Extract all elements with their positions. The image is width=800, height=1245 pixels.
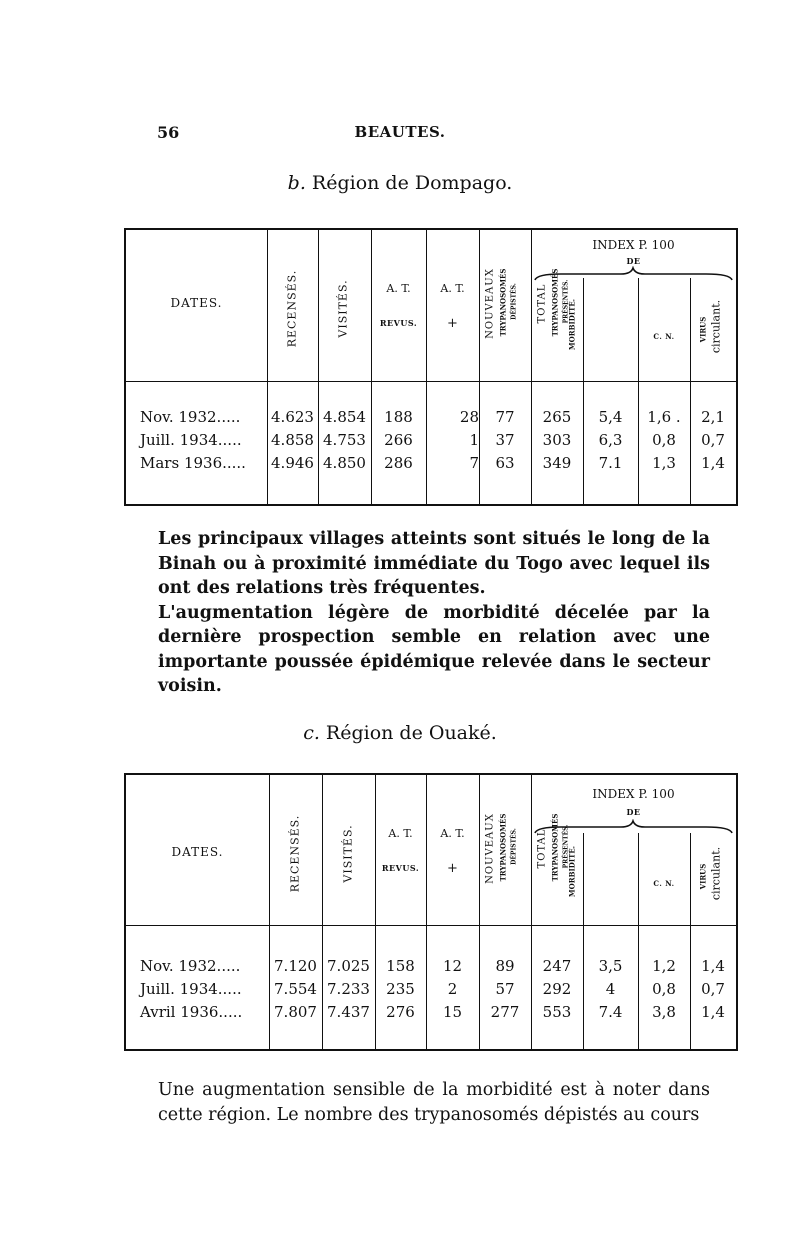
cell-recenses: 7.807 <box>274 1003 317 1021</box>
brace-icon <box>531 266 736 282</box>
visites-header: VISITÉS. <box>336 279 350 338</box>
cell-cn: 0,8 <box>652 980 676 998</box>
section-c-label: c. <box>303 722 320 744</box>
cell-revus: 158 <box>386 957 415 975</box>
cell-total: 349 <box>542 454 572 472</box>
cell-plus: 7 <box>469 454 479 472</box>
cell-cn: 1,2 <box>652 957 676 975</box>
cell-virus: 2,1 <box>701 408 725 426</box>
cell-visites: 4.850 <box>323 454 366 472</box>
cell-revus: 266 <box>384 431 413 449</box>
at-plus-header-bottom: + <box>447 316 458 331</box>
table-row <box>126 454 736 477</box>
nouveaux-header-3: DÉPISTÉS. <box>510 283 518 320</box>
cell-plus: 2 <box>447 980 458 998</box>
cell-visites: 4.753 <box>323 431 366 449</box>
total-header-3: PRÉSENTÉS. <box>562 279 570 324</box>
nouveaux-header-2: TRYPANOSOMÉS <box>498 813 508 882</box>
cell-cn: 1,3 <box>652 454 676 472</box>
at-plus-header-top: A. T. <box>440 827 465 840</box>
nouveaux-header-3: DÉPISTÉS. <box>510 828 518 865</box>
table-ouake <box>124 773 738 1051</box>
cell-date: Nov. 1932..... <box>140 957 241 975</box>
cell-visites: 7.025 <box>327 957 370 975</box>
cell-date: Avril 1936..... <box>140 1003 243 1021</box>
cell-date: Mars 1936..... <box>140 454 246 472</box>
section-c-title <box>0 722 800 744</box>
index-sub-header: DE <box>626 807 641 817</box>
cell-plus: 28 <box>459 408 479 426</box>
table-row <box>126 431 736 454</box>
cell-date: Nov. 1932..... <box>140 408 241 426</box>
cell-virus: 0,7 <box>701 431 725 449</box>
nouveaux-header-2: TRYPANOSOMÉS <box>498 268 508 337</box>
cell-revus: 286 <box>384 454 413 472</box>
cell-total: 247 <box>542 957 572 975</box>
cell-revus: 235 <box>386 980 415 998</box>
cell-virus: 0,7 <box>701 980 725 998</box>
at-revus-header-bottom: REVUS. <box>379 318 418 328</box>
cell-plus: 1 <box>469 431 479 449</box>
table-row <box>126 980 736 1003</box>
virus-header-1: VIRUS <box>698 316 708 343</box>
paragraph-3: Une augmentation sensible de la morbidité est à noter dans cette région. Le nombre des trypanosomés dépistés au cours <box>158 1080 710 1125</box>
cell-total: 292 <box>542 980 572 998</box>
cell-nouveaux: 277 <box>490 1003 520 1021</box>
table-row <box>126 408 736 431</box>
cell-cn: 3,8 <box>652 1003 676 1021</box>
dates-header: DATES. <box>170 296 223 310</box>
cell-nouveaux: 57 <box>495 980 515 998</box>
morbidite-header: MORBIDITÉ. <box>567 845 577 898</box>
cell-date: Juill. 1934..... <box>140 431 242 449</box>
total-header-1: TOTAL <box>536 283 548 324</box>
at-plus-header-top: A. T. <box>440 282 465 295</box>
section-b-title <box>0 172 800 194</box>
index-header: INDEX P. 100 <box>592 238 675 252</box>
paragraph-dompago <box>158 527 710 699</box>
cell-morbidite: 6,3 <box>598 431 623 449</box>
cell-recenses: 7.554 <box>274 980 317 998</box>
virus-header-2: circulant. <box>709 299 723 354</box>
cn-header: C. N. <box>653 879 675 888</box>
cell-total: 303 <box>542 431 572 449</box>
cell-morbidite: 7.1 <box>598 454 623 472</box>
paragraph-1: Les principaux villages atteints sont situés le long de la Binah ou à proximité immédiate du Togo avec lequel ils ont des relations très fréquentes. <box>158 529 710 598</box>
dates-header: DATES. <box>171 845 224 859</box>
cell-nouveaux: 77 <box>495 408 515 426</box>
cell-nouveaux: 89 <box>495 957 515 975</box>
morbidite-header: MORBIDITÉ. <box>567 298 577 351</box>
cell-plus: 12 <box>442 957 463 975</box>
table-row <box>126 1003 736 1026</box>
paragraph-ouake <box>158 1078 710 1127</box>
at-plus-header-bottom: + <box>447 861 458 876</box>
cell-nouveaux: 37 <box>495 431 515 449</box>
table-dompago <box>124 228 738 506</box>
total-header-3: PRÉSENTÉS. <box>562 824 570 869</box>
section-c-heading: Région de Ouaké. <box>325 722 497 744</box>
total-header-2: TRYPANOSOMÉS <box>550 813 560 882</box>
cell-recenses: 4.946 <box>271 454 314 472</box>
cell-recenses: 7.120 <box>274 957 317 975</box>
cell-total: 553 <box>542 1003 572 1021</box>
cell-plus: 15 <box>442 1003 463 1021</box>
section-b-heading: Région de Dompago. <box>311 172 513 194</box>
recenses-header: RECENSÉS. <box>285 269 299 348</box>
table-row <box>126 957 736 980</box>
at-revus-header-top: A. T. <box>386 282 411 295</box>
cell-revus: 276 <box>386 1003 415 1021</box>
cell-virus: 1,4 <box>701 957 725 975</box>
virus-header-1: VIRUS <box>698 863 708 890</box>
cn-header: C. N. <box>653 332 675 341</box>
cell-visites: 4.854 <box>323 408 366 426</box>
cell-date: Juill. 1934..... <box>140 980 242 998</box>
cell-recenses: 4.858 <box>271 431 314 449</box>
cell-visites: 7.233 <box>327 980 370 998</box>
cell-cn: 0,8 <box>652 431 676 449</box>
cell-virus: 1,4 <box>701 454 725 472</box>
nouveaux-header-1: NOUVEAUX <box>484 813 496 884</box>
cell-morbidite: 5,4 <box>598 408 623 426</box>
brace-icon <box>531 819 736 835</box>
cell-morbidite: 4 <box>605 980 616 998</box>
recenses-header: RECENSÉS. <box>288 814 302 893</box>
cell-total: 265 <box>542 408 572 426</box>
section-b-label: b. <box>287 172 306 194</box>
at-revus-header-top: A. T. <box>388 827 413 840</box>
running-title: BEAUTES. <box>354 123 446 141</box>
cell-recenses: 4.623 <box>271 408 314 426</box>
visites-header: VISITÉS. <box>341 824 355 883</box>
cell-morbidite: 3,5 <box>598 957 623 975</box>
cell-visites: 7.437 <box>327 1003 370 1021</box>
paragraph-2: L'augmentation légère de morbidité décelée par la dernière prospection semble en relation avec une importante poussée épidémique relevée dans le secteur voisin. <box>158 602 710 696</box>
nouveaux-header-1: NOUVEAUX <box>484 268 496 339</box>
cell-cn: 1,6 . <box>647 408 681 426</box>
cell-nouveaux: 63 <box>495 454 515 472</box>
virus-header-2: circulant. <box>709 846 723 901</box>
at-revus-header-bottom: REVUS. <box>381 863 420 873</box>
cell-revus: 188 <box>384 408 413 426</box>
page-number: 56 <box>157 123 180 142</box>
total-header-2: TRYPANOSOMÉS <box>550 268 560 337</box>
cell-morbidite: 7.4 <box>598 1003 623 1021</box>
index-header: INDEX P. 100 <box>592 787 675 801</box>
total-header-1: TOTAL <box>536 828 548 869</box>
index-sub-header: DE <box>626 256 641 266</box>
cell-virus: 1,4 <box>701 1003 725 1021</box>
